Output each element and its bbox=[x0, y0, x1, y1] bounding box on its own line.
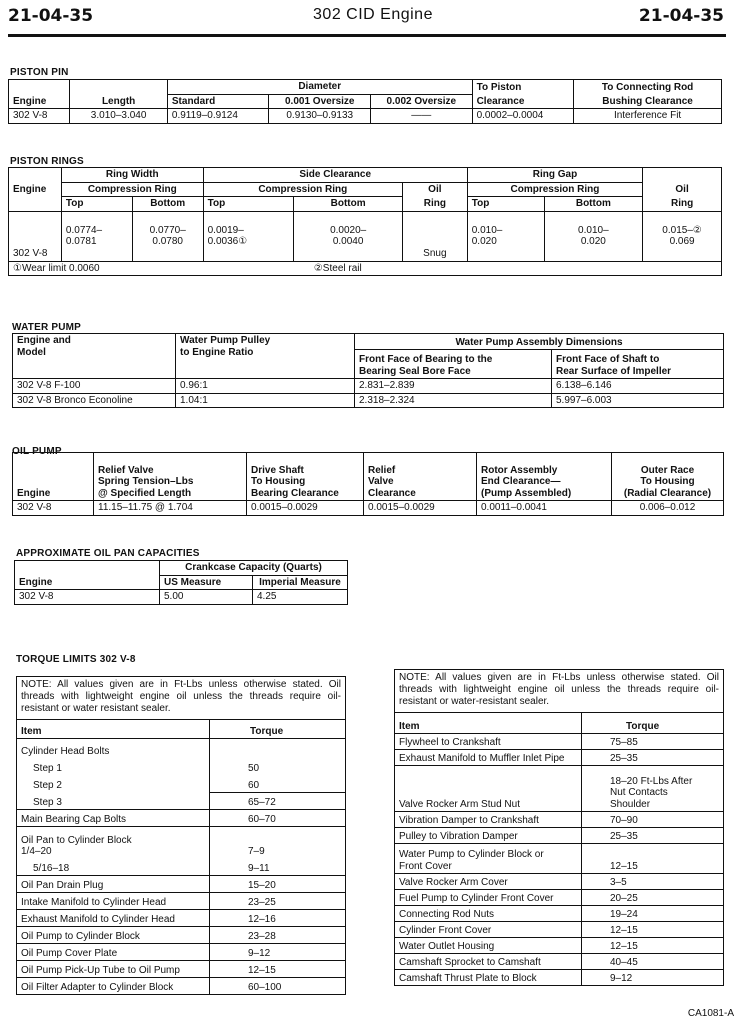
table-row bbox=[17, 859, 346, 876]
cell-bearing: 2.831–2.839 bbox=[355, 379, 552, 394]
cell-torque: 60 bbox=[210, 776, 346, 793]
cell-item: Oil Pump Pick-Up Tube to Oil Pump bbox=[17, 961, 210, 978]
cell-item: Vibration Damper to Crankshaft bbox=[395, 812, 582, 828]
col-crankcase-capacity: Crankcase Capacity (Quarts) bbox=[160, 561, 348, 576]
col-item: Item bbox=[17, 720, 210, 739]
col-standard: Standard bbox=[167, 94, 269, 109]
table-row bbox=[395, 970, 724, 986]
cell-torque: 23–28 bbox=[210, 927, 346, 944]
cell-torque: 12–15 bbox=[582, 922, 724, 938]
col-item: Item bbox=[395, 713, 582, 734]
cell-bearing: 2.318–2.324 bbox=[355, 393, 552, 408]
table-row bbox=[13, 393, 724, 408]
cell-torque: 12–15 bbox=[210, 961, 346, 978]
cell-item: Oil Pump Cover Plate bbox=[17, 944, 210, 961]
cell-torque: 50 bbox=[210, 759, 346, 776]
col-torque: Torque bbox=[582, 713, 724, 734]
col-gap-oil: Oil bbox=[643, 182, 722, 197]
table-row bbox=[395, 906, 724, 922]
cell-torque: 7–9 bbox=[210, 827, 346, 859]
page-number-right: 21-04-35 bbox=[638, 6, 724, 26]
cell-ratio: 1.04:1 bbox=[176, 393, 355, 408]
col-engine-model: Engine and Model bbox=[13, 334, 176, 379]
table-row bbox=[395, 844, 724, 874]
cell-torque bbox=[210, 739, 346, 759]
col-rotor: Rotor Assembly End Clearance— (Pump Assembled) bbox=[477, 453, 612, 501]
table-row bbox=[17, 927, 346, 944]
cell-outer: 0.006–0.012 bbox=[612, 501, 724, 516]
table-row bbox=[17, 739, 346, 759]
section-title-oil-pump: OIL PUMP bbox=[12, 446, 62, 457]
cell-torque: 70–90 bbox=[582, 812, 724, 828]
torque-table-left bbox=[16, 719, 346, 995]
section-title-piston-rings: PISTON RINGS bbox=[10, 156, 84, 167]
cell-item: Oil Filter Adapter to Cylinder Block bbox=[17, 978, 210, 995]
torque-note-left: NOTE: All values given are in Ft-Lbs unless otherwise stated. Oil threads with lightweight engine oil unless the threads require oil-resistant or water resistant sealer. bbox=[16, 676, 346, 720]
cell-item: Water Pump to Cylinder Block or Front Cover bbox=[395, 844, 582, 874]
cell-gap-top: 0.010– 0.020 bbox=[467, 211, 544, 261]
cell-item: Step 3 bbox=[17, 793, 210, 810]
col-diameter: Diameter bbox=[167, 80, 472, 95]
section-title-oil-pan: APPROXIMATE OIL PAN CAPACITIES bbox=[16, 548, 200, 559]
table-row bbox=[17, 961, 346, 978]
col-ring-gap: Ring Gap bbox=[467, 168, 642, 183]
cell-side-oil: Snug bbox=[402, 211, 467, 261]
section-title-torque: TORQUE LIMITS 302 V-8 bbox=[16, 654, 136, 665]
torque-table-right bbox=[394, 712, 724, 986]
col-engine: Engine bbox=[9, 168, 62, 212]
cell-side-bottom: 0.0020– 0.0040 bbox=[294, 211, 403, 261]
cell-torque: 40–45 bbox=[582, 954, 724, 970]
table-row bbox=[13, 501, 724, 516]
cell-item: Camshaft Sprocket to Camshaft bbox=[395, 954, 582, 970]
table-row bbox=[395, 734, 724, 750]
cell-torque: 20–25 bbox=[582, 890, 724, 906]
cell-torque: 60–100 bbox=[210, 978, 346, 995]
table-row bbox=[17, 793, 346, 810]
cell-torque: 3–5 bbox=[582, 874, 724, 890]
col-outer-race: Outer Race To Housing (Radial Clearance) bbox=[612, 453, 724, 501]
col-us: US Measure bbox=[160, 575, 253, 590]
col-to-rod: To Connecting Rod bbox=[574, 80, 722, 95]
cell-torque: 9–11 bbox=[210, 859, 346, 876]
col-relief-clearance: Relief Valve Clearance bbox=[364, 453, 477, 501]
col-to-piston: To Piston bbox=[472, 80, 574, 95]
cell-item: Cylinder Head Bolts bbox=[17, 739, 210, 759]
table-row bbox=[17, 978, 346, 995]
table-row bbox=[17, 827, 346, 859]
cell-torque: 12–15 bbox=[582, 938, 724, 954]
col-side-oil-ring: Ring bbox=[402, 197, 467, 212]
table-row bbox=[395, 828, 724, 844]
footnote-wear-limit: ①Wear limit 0.0060 bbox=[9, 261, 294, 276]
cell-torque: 18–20 Ft-Lbs After Nut Contacts Shoulder bbox=[582, 766, 724, 812]
cell-torque: 9–12 bbox=[210, 944, 346, 961]
cell-torque: 75–85 bbox=[582, 734, 724, 750]
cell-item: Oil Pump to Cylinder Block bbox=[17, 927, 210, 944]
cell-item: Oil Pan Drain Plug bbox=[17, 876, 210, 893]
cell-torque: 60–70 bbox=[210, 810, 346, 827]
cell-oversize-002: —— bbox=[371, 109, 473, 124]
oil-pump-table bbox=[12, 452, 724, 516]
cell-shaft: 6.138–6.146 bbox=[552, 379, 724, 394]
cell-item: Camshaft Thrust Plate to Block bbox=[395, 970, 582, 986]
cell-side-top: 0.0019– 0.0036① bbox=[203, 211, 294, 261]
table-row bbox=[9, 211, 722, 261]
table-row bbox=[395, 766, 724, 812]
cell-drive: 0.0015–0.0029 bbox=[247, 501, 364, 516]
cell-item: Cylinder Front Cover bbox=[395, 922, 582, 938]
cell-item: Intake Manifold to Cylinder Head bbox=[17, 893, 210, 910]
table-row bbox=[17, 810, 346, 827]
cell-rotor: 0.0011–0.0041 bbox=[477, 501, 612, 516]
table-row bbox=[395, 890, 724, 906]
header-rule bbox=[8, 34, 726, 37]
table-row bbox=[9, 109, 722, 124]
cell-torque: 23–25 bbox=[210, 893, 346, 910]
col-front-bearing: Front Face of Bearing to the Bearing Seal Bore Face bbox=[355, 350, 552, 379]
table-row bbox=[395, 812, 724, 828]
col-gap-top: Top bbox=[467, 197, 544, 212]
col-engine: Engine bbox=[15, 561, 160, 590]
cell-rod: Interference Fit bbox=[574, 109, 722, 124]
cell-item: Main Bearing Cap Bolts bbox=[17, 810, 210, 827]
cell-item: Step 2 bbox=[17, 776, 210, 793]
table-row bbox=[13, 379, 724, 394]
col-oversize-001: 0.001 Oversize bbox=[269, 94, 371, 109]
cell-torque: 15–20 bbox=[210, 876, 346, 893]
table-row bbox=[395, 922, 724, 938]
figure-code: CA1081-A bbox=[687, 1008, 734, 1019]
cell-item: Valve Rocker Arm Cover bbox=[395, 874, 582, 890]
table-row bbox=[395, 750, 724, 766]
table-row bbox=[17, 910, 346, 927]
cell-item: Exhaust Manifold to Cylinder Head bbox=[17, 910, 210, 927]
cell-item: Fuel Pump to Cylinder Front Cover bbox=[395, 890, 582, 906]
table-row bbox=[15, 590, 348, 605]
cell-shaft: 5.997–6.003 bbox=[552, 393, 724, 408]
col-length: Length bbox=[70, 80, 168, 109]
table-row bbox=[17, 876, 346, 893]
cell-torque: 25–35 bbox=[582, 828, 724, 844]
cell-gap-bottom: 0.010– 0.020 bbox=[544, 211, 643, 261]
table-row bbox=[17, 893, 346, 910]
col-side-compression: Compression Ring bbox=[203, 182, 402, 197]
cell-relief: 0.0015–0.0029 bbox=[364, 501, 477, 516]
cell-ratio: 0.96:1 bbox=[176, 379, 355, 394]
cell-engine: 302 V-8 bbox=[9, 211, 62, 261]
cell-engine: 302 V-8 bbox=[15, 590, 160, 605]
cell-standard: 0.9119–0.9124 bbox=[167, 109, 269, 124]
footnote-steel-rail: ②Steel rail bbox=[294, 261, 722, 276]
cell-us: 5.00 bbox=[160, 590, 253, 605]
cell-item: Water Outlet Housing bbox=[395, 938, 582, 954]
cell-torque: 12–15 bbox=[582, 844, 724, 874]
col-side-top: Top bbox=[203, 197, 294, 212]
col-ring-width: Ring Width bbox=[61, 168, 203, 183]
table-row bbox=[395, 874, 724, 890]
table-row bbox=[17, 944, 346, 961]
cell-item: Connecting Rod Nuts bbox=[395, 906, 582, 922]
water-pump-table bbox=[12, 333, 724, 408]
cell-item: Pulley to Vibration Damper bbox=[395, 828, 582, 844]
cell-length: 3.010–3.040 bbox=[70, 109, 168, 124]
col-side-bottom: Bottom bbox=[294, 197, 403, 212]
cell-torque: 9–12 bbox=[582, 970, 724, 986]
col-width-compression: Compression Ring bbox=[61, 182, 203, 197]
col-engine: Engine bbox=[9, 80, 70, 109]
cell-imperial: 4.25 bbox=[253, 590, 348, 605]
cell-item: Exhaust Manifold to Muffler Inlet Pipe bbox=[395, 750, 582, 766]
table-row bbox=[17, 776, 346, 793]
col-assembly-dims: Water Pump Assembly Dimensions bbox=[355, 334, 724, 350]
cell-item: Oil Pan to Cylinder Block 1/4–20 bbox=[17, 827, 210, 859]
col-side-clearance: Side Clearance bbox=[203, 168, 467, 183]
col-torque: Torque bbox=[210, 720, 346, 739]
cell-item: Valve Rocker Arm Stud Nut bbox=[395, 766, 582, 812]
cell-torque: 12–16 bbox=[210, 910, 346, 927]
col-width-top: Top bbox=[61, 197, 132, 212]
table-row bbox=[17, 759, 346, 776]
piston-pin-table bbox=[8, 79, 722, 124]
cell-width-bottom: 0.0770– 0.0780 bbox=[132, 211, 203, 261]
col-width-bottom: Bottom bbox=[132, 197, 203, 212]
cell-item: Step 1 bbox=[17, 759, 210, 776]
col-engine: Engine bbox=[13, 453, 94, 501]
section-title-piston-pin: PISTON PIN bbox=[10, 67, 69, 78]
col-gap-oil-spacer bbox=[643, 168, 722, 183]
col-front-shaft: Front Face of Shaft to Rear Surface of Impeller bbox=[552, 350, 724, 379]
piston-rings-table bbox=[8, 167, 722, 276]
cell-engine: 302 V-8 F-100 bbox=[13, 379, 176, 394]
cell-item: Flywheel to Crankshaft bbox=[395, 734, 582, 750]
col-clearance: Clearance bbox=[472, 94, 574, 109]
page-number-left: 21-04-35 bbox=[8, 6, 94, 26]
col-imperial: Imperial Measure bbox=[253, 575, 348, 590]
cell-width-top: 0.0774– 0.0781 bbox=[61, 211, 132, 261]
cell-torque: 25–35 bbox=[582, 750, 724, 766]
cell-clearance: 0.0002–0.0004 bbox=[472, 109, 574, 124]
col-gap-bottom: Bottom bbox=[544, 197, 643, 212]
col-drive-shaft: Drive Shaft To Housing Bearing Clearance bbox=[247, 453, 364, 501]
col-side-oil: Oil bbox=[402, 182, 467, 197]
oil-pan-table bbox=[14, 560, 348, 605]
cell-oversize-001: 0.9130–0.9133 bbox=[269, 109, 371, 124]
cell-engine: 302 V-8 bbox=[13, 501, 94, 516]
section-title-water-pump: WATER PUMP bbox=[12, 322, 82, 333]
col-pulley-ratio: Water Pump Pulley to Engine Ratio bbox=[176, 334, 355, 379]
torque-note-right: NOTE: All values given are in Ft-Lbs unless otherwise stated. Oil threads with lightweight engine oil unless the threads require oil-resistant or water-resistant sealer. bbox=[394, 669, 724, 713]
table-row bbox=[395, 954, 724, 970]
col-bushing: Bushing Clearance bbox=[574, 94, 722, 109]
cell-engine: 302 V-8 bbox=[9, 109, 70, 124]
col-gap-compression: Compression Ring bbox=[467, 182, 642, 197]
col-oversize-002: 0.002 Oversize bbox=[371, 94, 473, 109]
cell-torque: 65–72 bbox=[210, 793, 346, 810]
cell-item: 5/16–18 bbox=[17, 859, 210, 876]
page-title: 302 CID Engine bbox=[313, 6, 433, 23]
cell-spring: 11.15–11.75 @ 1.704 bbox=[94, 501, 247, 516]
col-gap-oil-ring: Ring bbox=[643, 197, 722, 212]
table-row bbox=[395, 938, 724, 954]
col-relief-spring: Relief Valve Spring Tension–Lbs @ Specified Length bbox=[94, 453, 247, 501]
cell-engine: 302 V-8 Bronco Econoline bbox=[13, 393, 176, 408]
cell-gap-oil: 0.015–② 0.069 bbox=[643, 211, 722, 261]
cell-torque: 19–24 bbox=[582, 906, 724, 922]
